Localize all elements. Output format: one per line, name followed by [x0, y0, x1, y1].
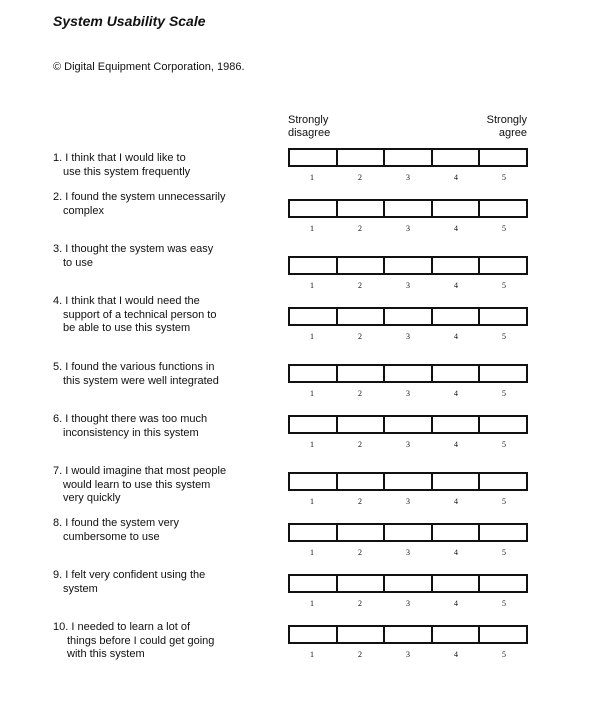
rating-scale-5: [288, 364, 528, 383]
question-10: [53, 621, 253, 662]
rating-box-3[interactable]: [385, 201, 433, 216]
scale-number: 1: [310, 599, 314, 608]
scale-number: 4: [454, 497, 458, 506]
question-text-line: [53, 569, 253, 583]
scale-number: 5: [502, 440, 506, 449]
rating-box-3[interactable]: [385, 258, 433, 273]
scale-number: 2: [358, 548, 362, 557]
question-text-line: [53, 166, 253, 180]
rating-box-2[interactable]: [338, 309, 386, 324]
scale-number: 4: [454, 650, 458, 659]
question-text-line: [53, 531, 253, 545]
copyright-notice: © Digital Equipment Corporation, 1986.: [53, 61, 245, 73]
rating-box-1[interactable]: [290, 417, 338, 432]
scale-number: 5: [502, 497, 506, 506]
rating-box-3[interactable]: [385, 576, 433, 591]
question-text: support of a technical person to: [63, 308, 217, 321]
scale-number: 3: [406, 173, 410, 182]
scale-number: 3: [406, 440, 410, 449]
scale-numbers: [288, 440, 528, 449]
question-text: very quickly: [63, 492, 121, 504]
question-text: this system were well integrated: [63, 374, 219, 387]
question-number: 10.: [53, 621, 69, 633]
scale-number: 1: [310, 497, 314, 506]
scale-number: 2: [358, 599, 362, 608]
rating-box-5[interactable]: [480, 309, 526, 324]
scale-number: 3: [406, 650, 410, 659]
scale-number: 4: [454, 224, 458, 233]
scale-number: 1: [310, 389, 314, 398]
question-text-line: [53, 361, 253, 375]
page-title: System Usability Scale: [53, 13, 206, 29]
scale-number: 5: [502, 224, 506, 233]
rating-box-1[interactable]: [290, 150, 338, 165]
question-text: I would imagine that most people: [65, 465, 227, 477]
scale-number: 1: [310, 332, 314, 341]
question-text: complex: [63, 204, 104, 217]
scale-numbers: [288, 548, 528, 557]
question-text-line: [53, 191, 253, 205]
rating-scale-10: [288, 625, 528, 644]
rating-scale-2: [288, 199, 528, 218]
question-number: 1.: [53, 152, 63, 164]
question-number: 4.: [53, 295, 63, 307]
question-1: [53, 152, 253, 179]
scale-number: 4: [454, 332, 458, 341]
scale-numbers: [288, 224, 528, 233]
question-text-line: [53, 648, 253, 662]
rating-box-5[interactable]: [480, 150, 526, 165]
question-text-line: [53, 375, 253, 389]
rating-box-1[interactable]: [290, 525, 338, 540]
rating-box-5[interactable]: [480, 366, 526, 381]
question-4: [53, 295, 253, 336]
question-text-line: [53, 492, 253, 506]
question-text-line: [53, 257, 253, 271]
scale-numbers: [288, 389, 528, 398]
rating-box-2[interactable]: [338, 417, 386, 432]
scale-number: 1: [310, 173, 314, 182]
scale-number: 2: [358, 332, 362, 341]
question-text-line: [53, 583, 253, 597]
question-text: be able to use this system: [63, 322, 191, 334]
scale-number: 1: [310, 224, 314, 233]
question-text-line: [53, 517, 253, 531]
rating-box-2[interactable]: [338, 201, 386, 216]
scale-number: 1: [310, 548, 314, 557]
scale-number: 2: [358, 650, 362, 659]
rating-box-4[interactable]: [433, 576, 481, 591]
rating-scale-8: [288, 523, 528, 542]
rating-box-2[interactable]: [338, 258, 386, 273]
scale-number: 2: [358, 224, 362, 233]
question-text-line: [53, 309, 253, 323]
rating-box-2[interactable]: [338, 474, 386, 489]
anchor-left-line: Strongly: [288, 114, 329, 126]
rating-box-5[interactable]: [480, 258, 526, 273]
question-number: 9.: [53, 569, 63, 581]
question-text: would learn to use this system: [63, 478, 211, 491]
question-text: cumbersome to use: [63, 530, 160, 543]
scale-number: 2: [358, 497, 362, 506]
rating-box-4[interactable]: [433, 201, 481, 216]
scale-number: 3: [406, 332, 410, 341]
question-text: system: [63, 582, 98, 595]
rating-box-3[interactable]: [385, 525, 433, 540]
scale-number: 3: [406, 224, 410, 233]
question-number: 6.: [53, 413, 63, 425]
scale-number: 5: [502, 173, 506, 182]
question-text-line: [53, 465, 253, 479]
rating-box-5[interactable]: [480, 576, 526, 591]
rating-box-4[interactable]: [433, 366, 481, 381]
rating-box-5[interactable]: [480, 201, 526, 216]
rating-box-1[interactable]: [290, 627, 338, 642]
question-text-line: [53, 479, 253, 493]
scale-number: 3: [406, 548, 410, 557]
question-text-line: [53, 152, 253, 166]
rating-scale-9: [288, 574, 528, 593]
question-text: with this system: [67, 648, 145, 660]
rating-box-1[interactable]: [290, 366, 338, 381]
question-2: [53, 191, 253, 218]
rating-box-1[interactable]: [290, 201, 338, 216]
rating-box-4[interactable]: [433, 258, 481, 273]
scale-number: 3: [406, 281, 410, 290]
rating-scale-7: [288, 472, 528, 491]
question-text: I thought the system was easy: [65, 243, 214, 255]
scale-number: 2: [358, 173, 362, 182]
rating-box-1[interactable]: [290, 576, 338, 591]
rating-box-4[interactable]: [433, 627, 481, 642]
question-text: I felt very confident using the: [65, 569, 206, 581]
question-text: use this system frequently: [63, 165, 191, 178]
scale-number: 4: [454, 173, 458, 182]
rating-box-3[interactable]: [385, 366, 433, 381]
question-text: things before I could get going: [67, 634, 215, 647]
scale-number: 5: [502, 332, 506, 341]
question-text: I think that I would like to: [65, 152, 186, 164]
question-text-line: [53, 621, 253, 635]
scale-number: 3: [406, 389, 410, 398]
rating-box-4[interactable]: [433, 309, 481, 324]
rating-box-4[interactable]: [433, 150, 481, 165]
question-text-line: [53, 243, 253, 257]
scale-number: 2: [358, 281, 362, 290]
question-6: [53, 413, 253, 440]
rating-box-2[interactable]: [338, 150, 386, 165]
anchor-left-line: disagree: [288, 127, 331, 139]
scale-number: 5: [502, 599, 506, 608]
question-text-line: [53, 205, 253, 219]
question-text: I found the system very: [65, 517, 179, 529]
scale-number: 3: [406, 497, 410, 506]
scale-numbers: [288, 650, 528, 659]
scale-numbers: [288, 599, 528, 608]
scale-numbers: [288, 281, 528, 290]
rating-box-3[interactable]: [385, 150, 433, 165]
scale-number: 4: [454, 440, 458, 449]
rating-box-5[interactable]: [480, 525, 526, 540]
rating-box-3[interactable]: [385, 474, 433, 489]
rating-box-4[interactable]: [433, 525, 481, 540]
rating-scale-4: [288, 307, 528, 326]
scale-number: 2: [358, 389, 362, 398]
question-number: 7.: [53, 465, 63, 477]
rating-box-2[interactable]: [338, 366, 386, 381]
rating-box-3[interactable]: [385, 627, 433, 642]
rating-box-4[interactable]: [433, 474, 481, 489]
question-text-line: [53, 413, 253, 427]
scale-number: 1: [310, 440, 314, 449]
scale-number: 3: [406, 599, 410, 608]
rating-box-1[interactable]: [290, 474, 338, 489]
rating-box-3[interactable]: [385, 309, 433, 324]
anchor-strongly-disagree: [288, 114, 330, 140]
rating-box-2[interactable]: [338, 525, 386, 540]
rating-box-1[interactable]: [290, 309, 338, 324]
question-text: inconsistency in this system: [63, 426, 199, 439]
rating-box-3[interactable]: [385, 417, 433, 432]
question-number: 8.: [53, 517, 63, 529]
question-text-line: [53, 295, 253, 309]
question-text-line: [53, 635, 253, 649]
rating-scale-1: [288, 148, 528, 167]
question-text: I think that I would need the: [65, 295, 200, 307]
question-8: [53, 517, 253, 544]
question-7: [53, 465, 253, 506]
scale-number: 5: [502, 548, 506, 557]
scale-number: 1: [310, 281, 314, 290]
question-3: [53, 243, 253, 270]
rating-box-5[interactable]: [480, 627, 526, 642]
question-text: I needed to learn a lot of: [71, 621, 191, 633]
question-text: I thought there was too much: [65, 413, 208, 425]
rating-box-2[interactable]: [338, 576, 386, 591]
question-number: 2.: [53, 191, 63, 203]
question-number: 3.: [53, 243, 63, 255]
anchor-right-line: Strongly: [486, 114, 527, 126]
scale-numbers: [288, 332, 528, 341]
rating-box-2[interactable]: [338, 627, 386, 642]
rating-box-1[interactable]: [290, 258, 338, 273]
scale-number: 5: [502, 281, 506, 290]
scale-number: 2: [358, 440, 362, 449]
scale-number: 4: [454, 389, 458, 398]
scale-number: 5: [502, 389, 506, 398]
scale-number: 5: [502, 650, 506, 659]
rating-box-4[interactable]: [433, 417, 481, 432]
question-number: 5.: [53, 361, 63, 373]
rating-box-5[interactable]: [480, 417, 526, 432]
scale-number: 4: [454, 548, 458, 557]
rating-scale-3: [288, 256, 528, 275]
anchor-right-line: agree: [498, 127, 527, 139]
question-5: [53, 361, 253, 388]
question-text: I found the system unnecessarily: [65, 191, 226, 203]
rating-box-5[interactable]: [480, 474, 526, 489]
question-9: [53, 569, 253, 596]
scale-numbers: [288, 497, 528, 506]
anchor-strongly-agree: [470, 114, 527, 140]
question-text: I found the various functions in: [65, 361, 215, 373]
question-text: to use: [63, 256, 93, 269]
scale-number: 1: [310, 650, 314, 659]
scale-numbers: [288, 173, 528, 182]
question-text-line: [53, 322, 253, 336]
scale-number: 4: [454, 599, 458, 608]
rating-scale-6: [288, 415, 528, 434]
scale-number: 4: [454, 281, 458, 290]
question-text-line: [53, 427, 253, 441]
